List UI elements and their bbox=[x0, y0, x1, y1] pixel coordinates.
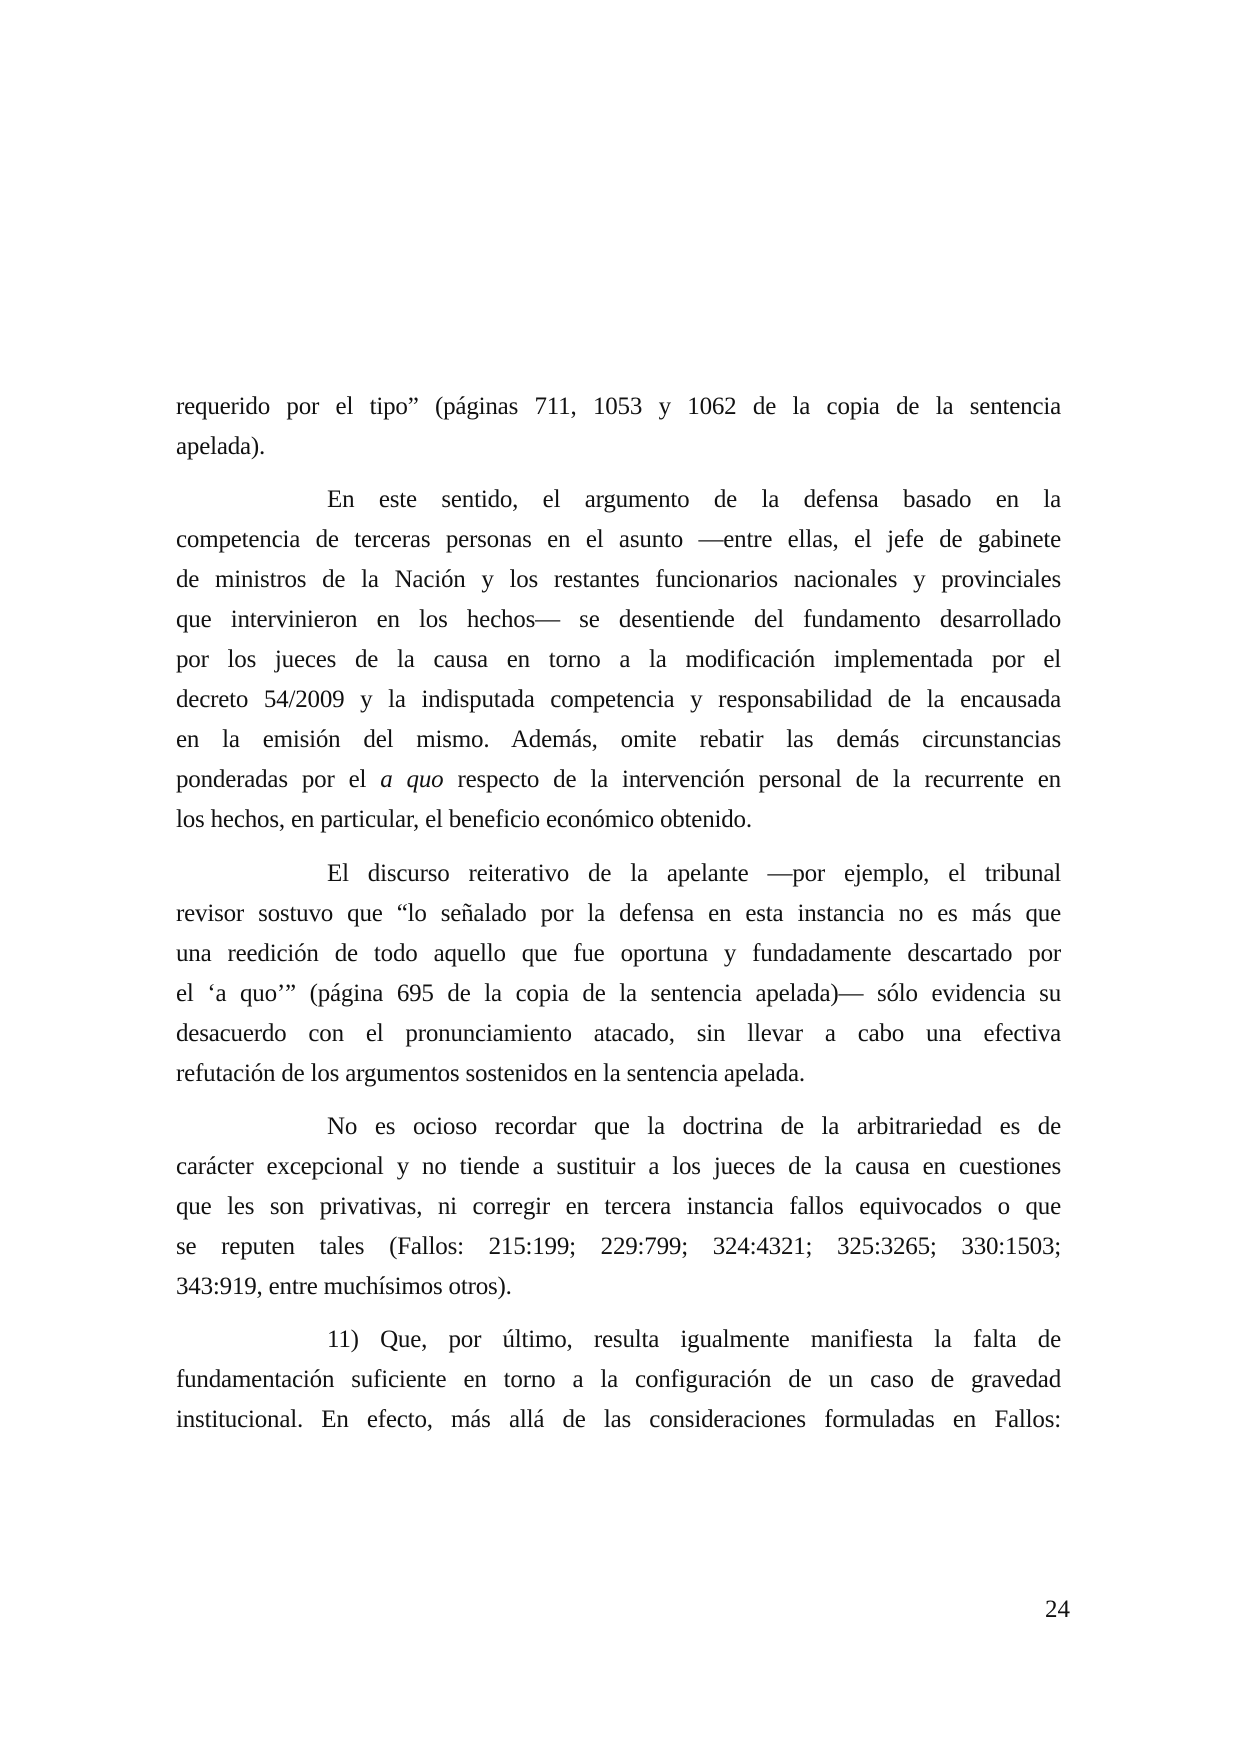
text-line: desacuerdo con el pronunciamiento atacado, sin llevar a cabo una efectiva bbox=[176, 1020, 1061, 1047]
text-line: que les son privativas, ni corregir en tercera instancia fallos equivocados o que bbox=[176, 1193, 1061, 1220]
text-line: que intervinieron en los hechos— se desentiende del fundamento desarrollado bbox=[176, 606, 1061, 633]
text-line: carácter excepcional y no tiende a sustituir a los jueces de la causa en cuestiones bbox=[176, 1153, 1061, 1180]
text-line: fundamentación suficiente en torno a la configuración de un caso de gravedad bbox=[176, 1366, 1061, 1393]
text-span: ponderadas por el bbox=[176, 766, 367, 793]
text-line: No es ocioso recordar que la doctrina de la arbitrariedad es de bbox=[327, 1113, 1061, 1140]
text-line: En este sentido, el argumento de la defensa basado en la bbox=[327, 486, 1061, 513]
text-line: requerido por el tipo” (páginas 711, 1053 y 1062 de la copia de la sentencia bbox=[176, 393, 1061, 420]
text-line: en la emisión del mismo. Además, omite rebatir las demás circunstancias bbox=[176, 726, 1061, 753]
text-line: 11) Que, por último, resulta igualmente manifiesta la falta de bbox=[327, 1326, 1061, 1353]
italic-term: a quo bbox=[380, 766, 444, 793]
text-line: los hechos, en particular, el beneficio económico obtenido. bbox=[176, 806, 752, 833]
text-line: el ‘a quo’” (página 695 de la copia de la sentencia apelada)— sólo evidencia su bbox=[176, 980, 1061, 1007]
text-line: 343:919, entre muchísimos otros). bbox=[176, 1273, 512, 1300]
text-line: competencia de terceras personas en el asunto —entre ellas, el jefe de gabinete bbox=[176, 526, 1061, 553]
text-line bbox=[176, 760, 1061, 800]
text-span: respecto de la intervención personal de la recurrente en bbox=[457, 766, 1061, 793]
page-number: 24 bbox=[1045, 1596, 1070, 1623]
text-line: se reputen tales (Fallos: 215:199; 229:799; 324:4321; 325:3265; 330:1503; bbox=[176, 1233, 1061, 1260]
text-line: por los jueces de la causa en torno a la modificación implementada por el bbox=[176, 646, 1061, 673]
text-line: una reedición de todo aquello que fue oportuna y fundadamente descartado por bbox=[176, 940, 1061, 967]
text-line: de ministros de la Nación y los restantes funcionarios nacionales y provinciales bbox=[176, 566, 1061, 593]
text-line: revisor sostuvo que “lo señalado por la defensa en esta instancia no es más que bbox=[176, 900, 1061, 927]
text-line: apelada). bbox=[176, 433, 266, 460]
text-line: refutación de los argumentos sostenidos en la sentencia apelada. bbox=[176, 1060, 805, 1087]
text-line: institucional. En efecto, más allá de las consideraciones formuladas en Fallos: bbox=[176, 1406, 1061, 1433]
text-line: El discurso reiterativo de la apelante —por ejemplo, el tribunal bbox=[327, 860, 1061, 887]
text-line: decreto 54/2009 y la indisputada competencia y responsabilidad de la encausada bbox=[176, 686, 1061, 713]
